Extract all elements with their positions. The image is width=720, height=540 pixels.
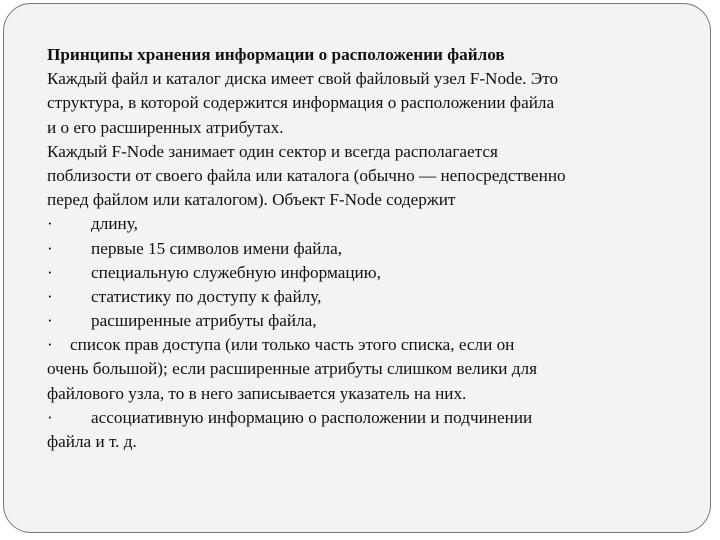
list-item [47,309,687,333]
bullet-marker: · [47,238,53,258]
bullet-marker: · [47,262,53,282]
bullet-marker: · [47,286,53,306]
list-item-text: статистику по доступу к файлу, [91,286,322,306]
list-item [47,237,687,261]
slide-title: Принципы хранения информации о расположении файлов [47,45,505,64]
paragraph-line: структура, в которой содержится информация о расположении файла [47,93,555,113]
list-item [47,261,687,285]
paragraph-line: файлового узла, то в него записывается указатель на них. [47,383,467,403]
paragraph-line: и о его расширенных атрибутах. [47,117,284,137]
list-item-text: длину, [91,214,138,234]
paragraph-line: перед файлом или каталогом). Объект F-Node содержит [47,190,456,210]
paragraph-line: файла и т. д. [47,432,137,451]
paragraph-line: Каждый F-Node занимает один сектор и всегда располагается [47,141,498,161]
list-item [47,212,687,236]
slide-text [47,43,687,454]
paragraph-line: очень большой); если расширенные атрибуты слишком велики для [47,359,538,379]
paragraph-line: Каждый файл и каталог диска имеет свой файловый узел F-Node. Это [47,69,559,89]
list-item-text: ассоциативную информацию о расположении и подчинении [91,407,533,427]
list-item-text: первые 15 символов имени файла, [91,238,343,258]
list-item-text: специальную служебную информацию, [91,262,381,282]
list-item-text: расширенные атрибуты файла, [91,311,317,331]
list-item [47,285,687,309]
list-item [47,333,687,357]
bullet-marker: · [47,214,53,234]
list-item [47,406,687,430]
paragraph-line: поблизости от своего файла или каталога (обычно — непосредственно [47,165,566,185]
slide-frame [3,3,711,533]
bullet-marker: · [47,407,53,427]
list-item-text: список прав доступа (или только часть этого списка, если он [70,335,515,355]
bullet-marker: · [47,335,53,355]
bullet-marker: · [47,311,53,331]
